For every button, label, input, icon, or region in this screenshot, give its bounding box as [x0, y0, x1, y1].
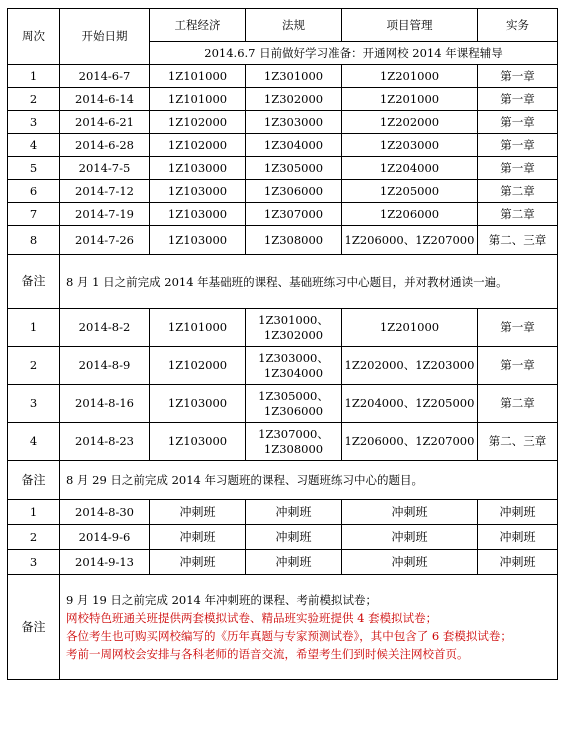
week-cell: 2: [8, 347, 60, 385]
note-line: 考前一周网校会安排与各科老师的语音交流，希望考生们到时候关注网校首页。: [66, 647, 469, 661]
economics-cell: 1Z102000: [150, 111, 246, 134]
regulations-cell: [246, 309, 342, 347]
note-text: 8 月 29 日之前完成 2014 年习题班的课程、习题班练习中心的题目。: [60, 461, 558, 500]
week-cell: 3: [8, 385, 60, 423]
table-row: [8, 203, 558, 226]
week-cell: 2: [8, 525, 60, 550]
regulations-cell: 1Z308000: [246, 226, 342, 255]
date-cell: 2014-7-19: [60, 203, 150, 226]
economics-cell: 1Z103000: [150, 226, 246, 255]
regulations-cell: 冲刺班: [246, 500, 342, 525]
economics-cell: 1Z101000: [150, 65, 246, 88]
table-row: [8, 111, 558, 134]
economics-cell: 1Z103000: [150, 423, 246, 461]
regulations-cell: 1Z304000: [246, 134, 342, 157]
economics-cell: 冲刺班: [150, 525, 246, 550]
economics-cell: 1Z101000: [150, 309, 246, 347]
header-project-management: 项目管理: [342, 9, 478, 42]
management-cell: 1Z204000: [342, 157, 478, 180]
week-cell: 4: [8, 423, 60, 461]
table-row: [8, 385, 558, 423]
regulations-cell: [246, 423, 342, 461]
regulations-line: 1Z301000、: [258, 312, 329, 327]
practice-cell: 第二章: [478, 385, 558, 423]
economics-cell: 1Z103000: [150, 203, 246, 226]
practice-cell: 第一章: [478, 88, 558, 111]
week-cell: 7: [8, 203, 60, 226]
regulations-line: 1Z306000: [263, 403, 324, 418]
date-cell: 2014-7-5: [60, 157, 150, 180]
table-body: [8, 65, 558, 680]
week-cell: 8: [8, 226, 60, 255]
table-row: [8, 309, 558, 347]
week-cell: 6: [8, 180, 60, 203]
date-cell: 2014-8-16: [60, 385, 150, 423]
management-cell: 冲刺班: [342, 500, 478, 525]
note-line: 9 月 19 日之前完成 2014 年冲刺班的课程、考前模拟试卷；: [66, 593, 377, 607]
date-cell: 2014-8-30: [60, 500, 150, 525]
economics-cell: 1Z103000: [150, 180, 246, 203]
note-label: 备注: [8, 575, 60, 680]
practice-cell: 第一章: [478, 65, 558, 88]
note-line: 网校特色班通关班提供两套模拟试卷、精品班实验班提供 4 套模拟试卷；: [66, 611, 438, 625]
table-row: [8, 65, 558, 88]
practice-cell: 第二章: [478, 180, 558, 203]
regulations-cell: 冲刺班: [246, 550, 342, 575]
practice-cell: 第一章: [478, 157, 558, 180]
management-cell: 1Z206000、1Z207000: [342, 226, 478, 255]
management-cell: 冲刺班: [342, 525, 478, 550]
regulations-line: 1Z303000、: [258, 350, 329, 365]
management-cell: 1Z206000: [342, 203, 478, 226]
date-cell: 2014-6-21: [60, 111, 150, 134]
economics-cell: 1Z102000: [150, 347, 246, 385]
week-cell: 3: [8, 111, 60, 134]
regulations-cell: [246, 347, 342, 385]
practice-cell: 冲刺班: [478, 525, 558, 550]
table-row: [8, 134, 558, 157]
practice-cell: 第一章: [478, 309, 558, 347]
management-cell: 1Z201000: [342, 65, 478, 88]
practice-cell: 第二章: [478, 203, 558, 226]
table-row: [8, 180, 558, 203]
practice-cell: 第二、三章: [478, 423, 558, 461]
practice-cell: 第一章: [478, 134, 558, 157]
date-cell: 2014-8-9: [60, 347, 150, 385]
regulations-cell: [246, 385, 342, 423]
note-row: [8, 255, 558, 309]
regulations-line: 1Z302000: [263, 327, 324, 342]
note-label: 备注: [8, 461, 60, 500]
regulations-cell: 1Z301000: [246, 65, 342, 88]
note-line: 各位考生也可购买网校编写的《历年真题与专家预测试卷》，其中包含了 6 套模拟试卷；: [66, 629, 512, 643]
economics-cell: 冲刺班: [150, 500, 246, 525]
management-cell: 1Z201000: [342, 309, 478, 347]
date-cell: 2014-6-28: [60, 134, 150, 157]
date-cell: 2014-6-14: [60, 88, 150, 111]
regulations-cell: 冲刺班: [246, 525, 342, 550]
regulations-cell: 1Z307000: [246, 203, 342, 226]
practice-cell: 第二、三章: [478, 226, 558, 255]
practice-cell: 第一章: [478, 111, 558, 134]
week-cell: 3: [8, 550, 60, 575]
economics-cell: 1Z103000: [150, 157, 246, 180]
economics-cell: 冲刺班: [150, 550, 246, 575]
header-week: 周次: [8, 9, 60, 65]
note-text: 8 月 1 日之前完成 2014 年基础班的课程、基础班练习中心题目，并对教材通读一遍。: [60, 255, 558, 309]
management-cell: 1Z203000: [342, 134, 478, 157]
study-plan: [7, 8, 557, 680]
intro-note: 2014.6.7 日前做好学习准备：开通网校 2014 年课程辅导: [150, 42, 558, 65]
management-cell: 1Z202000: [342, 111, 478, 134]
date-cell: 2014-9-6: [60, 525, 150, 550]
practice-cell: 第一章: [478, 347, 558, 385]
regulations-line: 1Z307000、: [258, 426, 329, 441]
regulations-line: 1Z304000: [263, 365, 324, 380]
regulations-line: 1Z305000、: [258, 388, 329, 403]
regulations-cell: 1Z306000: [246, 180, 342, 203]
week-cell: 1: [8, 309, 60, 347]
date-cell: 2014-7-12: [60, 180, 150, 203]
table-row: [8, 500, 558, 525]
management-cell: 1Z204000、1Z205000: [342, 385, 478, 423]
date-cell: 2014-8-23: [60, 423, 150, 461]
practice-cell: 冲刺班: [478, 500, 558, 525]
table-row: [8, 525, 558, 550]
regulations-line: 1Z308000: [263, 441, 324, 456]
header-regulations: 法规: [246, 9, 342, 42]
header-start-date: 开始日期: [60, 9, 150, 65]
economics-cell: 1Z103000: [150, 385, 246, 423]
practice-cell: 冲刺班: [478, 550, 558, 575]
management-cell: 1Z201000: [342, 88, 478, 111]
economics-cell: 1Z102000: [150, 134, 246, 157]
week-cell: 1: [8, 65, 60, 88]
week-cell: 5: [8, 157, 60, 180]
economics-cell: 1Z101000: [150, 88, 246, 111]
header-practice: 实务: [478, 9, 558, 42]
table-row: [8, 157, 558, 180]
date-cell: 2014-6-7: [60, 65, 150, 88]
study-schedule-table: [7, 8, 558, 680]
table-row: [8, 347, 558, 385]
date-cell: 2014-9-13: [60, 550, 150, 575]
week-cell: 4: [8, 134, 60, 157]
table-row: [8, 423, 558, 461]
management-cell: 1Z202000、1Z203000: [342, 347, 478, 385]
header-engineering-economics: 工程经济: [150, 9, 246, 42]
date-cell: 2014-8-2: [60, 309, 150, 347]
date-cell: 2014-7-26: [60, 226, 150, 255]
regulations-cell: 1Z303000: [246, 111, 342, 134]
week-cell: 2: [8, 88, 60, 111]
regulations-cell: 1Z305000: [246, 157, 342, 180]
week-cell: 1: [8, 500, 60, 525]
table-row: [8, 88, 558, 111]
note-label: 备注: [8, 255, 60, 309]
management-cell: 冲刺班: [342, 550, 478, 575]
note-row: [8, 575, 558, 680]
table-row: [8, 226, 558, 255]
table-row: [8, 550, 558, 575]
header-row: [8, 9, 558, 42]
note-row: [8, 461, 558, 500]
management-cell: 1Z206000、1Z207000: [342, 423, 478, 461]
note-text: [60, 575, 558, 680]
regulations-cell: 1Z302000: [246, 88, 342, 111]
management-cell: 1Z205000: [342, 180, 478, 203]
